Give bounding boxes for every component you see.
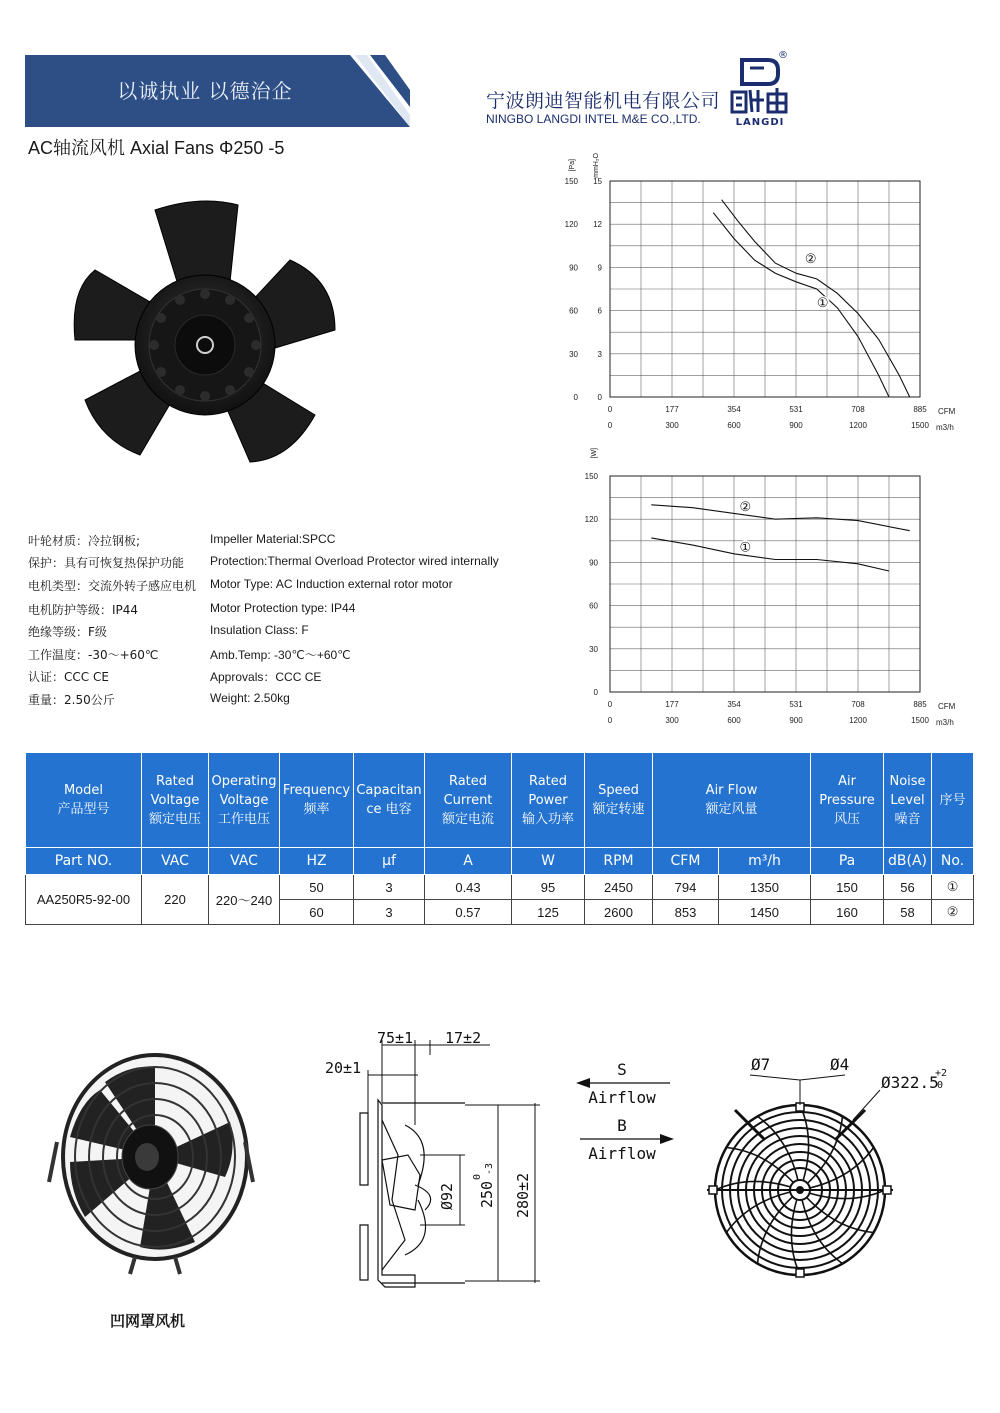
company-name-en: NINGBO LANGDI INTEL M&E CO.,LTD.: [486, 112, 701, 126]
series-label: ①: [739, 539, 752, 555]
col-serial-no: 序号: [932, 753, 974, 848]
cell-noise: 56: [884, 875, 932, 900]
y2-tick-label: 3: [597, 349, 602, 359]
dim-d322-tol-upper: +2: [935, 1068, 948, 1079]
unit-uf: μf: [354, 848, 425, 875]
guard-spoke: [800, 1190, 885, 1199]
y-tick-label: 30: [569, 349, 578, 359]
dim-17-label: 17±2: [445, 1029, 482, 1047]
spec-insulation-en: Insulation Class: F: [210, 623, 309, 637]
wire-guard-fan-image: [45, 1042, 255, 1282]
col-air-pressure: Air Pressure 风压: [811, 753, 884, 848]
y-axis-label-pa: [Pa]: [569, 159, 576, 172]
y-tick-label: 30: [589, 644, 598, 654]
col-rated-voltage: Rated Voltage 额定电压: [142, 753, 209, 848]
cell-current: 0.43: [425, 875, 512, 900]
y-tick-label: 120: [564, 220, 578, 230]
x-tick-label-m3h: 1500: [911, 421, 929, 430]
unit-cfm: CFM: [653, 848, 719, 875]
logo-text: LANGDI: [735, 117, 785, 128]
airflow-b-label: B: [617, 1116, 627, 1135]
y2-tick-label: 12: [593, 220, 602, 230]
cell-m3h: 1450: [719, 900, 811, 925]
spec-protection-cn: 保护：具有可恢复热保护功能: [28, 556, 185, 570]
airflow-direction: [570, 1055, 680, 1165]
mount-hole: [709, 1186, 717, 1194]
fan-product-image: [60, 190, 350, 470]
y-tick-label: 0: [593, 688, 598, 697]
airflow-b-text: Airflow: [588, 1144, 656, 1163]
dim-92-label: Ø92: [438, 1182, 456, 1210]
motor-profile: [382, 1120, 405, 1270]
series-line-1: [651, 538, 889, 571]
spec-weight-en: Weight: 2.50kg: [210, 691, 290, 705]
side-view-drawing: [320, 1025, 560, 1305]
wire-fan-caption: 凹网罩风机: [110, 1312, 186, 1330]
x-tick-label-cfm: 885: [913, 700, 927, 709]
spec-insulation-cn: 绝缘等级：F级: [28, 625, 107, 639]
motor-body: [382, 1155, 420, 1210]
y2-tick-label: 0: [597, 393, 602, 402]
x-tick-label-m3h: 0: [607, 716, 613, 725]
leader-d7: [750, 1075, 800, 1080]
x-unit-cfm: CFM: [938, 702, 956, 711]
col-frequency: Frequency 频率: [280, 753, 354, 848]
col-speed: Speed 额定转速: [585, 753, 653, 848]
cell-pressure: 150: [811, 875, 884, 900]
cell-rated-voltage: 220: [142, 875, 209, 925]
pressure-airflow-chart: [560, 145, 980, 435]
x-tick-label-m3h: 0: [607, 421, 613, 430]
mount-hole: [796, 1269, 804, 1277]
guard-spoke: [791, 1190, 800, 1275]
y2-tick-label: 9: [597, 263, 602, 273]
dim-d4-label: Ø4: [830, 1055, 850, 1074]
x-tick-label-cfm: 0: [607, 700, 613, 709]
cell-frequency: 60: [280, 900, 354, 925]
cell-cfm: 794: [653, 875, 719, 900]
x-tick-label-m3h: 600: [727, 716, 741, 725]
table-unit-row: [26, 848, 974, 875]
series-label: ①: [816, 295, 829, 310]
x-tick-label-m3h: 300: [665, 421, 679, 430]
dim-d322-label: Ø322.5: [881, 1073, 939, 1092]
x-tick-label-m3h: 300: [665, 716, 679, 725]
unit-m3h: m³/h: [719, 848, 811, 875]
x-unit-cfm: CFM: [938, 407, 956, 416]
col-noise-level: Noise Level 噪音: [884, 753, 932, 848]
x-unit-m3h: m3/h: [936, 718, 954, 727]
cell-current: 0.57: [425, 900, 512, 925]
x-tick-label-cfm: 531: [789, 700, 803, 709]
cell-serial: ②: [932, 900, 974, 925]
col-capacitance: Capacitan ce 电容: [354, 753, 425, 848]
unit-part-no: Part NO.: [26, 848, 142, 875]
table-header-row: [26, 753, 974, 848]
unit-vac: VAC: [142, 848, 209, 875]
x-tick-label-cfm: 885: [913, 405, 927, 414]
cell-frequency: 50: [280, 875, 354, 900]
cell-serial: ①: [932, 875, 974, 900]
y2-tick-label: 15: [593, 177, 602, 186]
cell-power: 125: [512, 900, 585, 925]
airflow-s-text: Airflow: [588, 1088, 656, 1107]
unit-no: No.: [932, 848, 974, 875]
x-tick-label-m3h: 1200: [849, 421, 867, 430]
product-title: AC轴流风机 Axial Fans Φ250 -5: [28, 138, 285, 158]
spec-motor-type-cn: 电机类型：交流外转子感应电机: [28, 579, 197, 593]
front-view-drawing: [705, 1050, 965, 1310]
unit-pa: Pa: [811, 848, 884, 875]
series-label: ②: [739, 499, 752, 515]
col-rated-power: Rated Power 输入功率: [512, 753, 585, 848]
spec-impeller-en: Impeller Material:SPCC: [210, 532, 336, 546]
spec-approvals-cn: 认证：CCC CE: [28, 670, 109, 684]
y-axis-label-mmh2o: mmH₂O: [593, 153, 600, 178]
guard-spoke: [715, 1181, 800, 1190]
y-tick-label: 150: [564, 177, 578, 186]
cell-model: AA250R5-92-00: [26, 875, 142, 925]
dim-280-label: 280±2: [514, 1172, 532, 1218]
cell-operating-voltage: 220～240: [209, 875, 280, 925]
cell-capacitance: 3: [354, 875, 425, 900]
y-tick-label: 60: [569, 306, 578, 316]
x-tick-label-m3h: 1200: [849, 716, 867, 725]
x-tick-label-m3h: 1500: [911, 716, 929, 725]
leader-d4: [800, 1075, 845, 1080]
y-tick-label: 0: [573, 393, 578, 402]
dim-75-label: 75±1: [377, 1029, 414, 1047]
unit-a: A: [425, 848, 512, 875]
cell-pressure: 160: [811, 900, 884, 925]
x-tick-label-cfm: 177: [665, 405, 679, 414]
x-tick-label-cfm: 177: [665, 700, 679, 709]
unit-vac: VAC: [209, 848, 280, 875]
arrow-left-icon: [576, 1078, 590, 1088]
series-line-1: [713, 213, 889, 397]
spec-weight-cn: 重量：2.50公斤: [28, 693, 115, 707]
series-label: ②: [804, 250, 817, 266]
guard-clip: [360, 1113, 368, 1280]
leader-d322: [853, 1090, 880, 1120]
y-tick-label: 90: [569, 263, 578, 273]
spec-impeller-cn: 叶轮材质：冷拉钢板;: [28, 534, 141, 548]
series-line-2: [651, 505, 909, 531]
spec-temperature-en: Amb.Temp: -30℃～+60℃: [210, 648, 351, 662]
company-name-cn: 宁波朗迪智能机电有限公司: [486, 90, 721, 112]
x-tick-label-m3h: 900: [789, 716, 803, 725]
x-tick-label-cfm: 708: [851, 700, 865, 709]
x-tick-label-cfm: 531: [789, 405, 803, 414]
col-operating-voltage: Operating Voltage 工作电压: [209, 753, 280, 848]
spec-temperature-cn: 工作温度：-30～+60℃: [28, 648, 159, 662]
x-tick-label-m3h: 900: [789, 421, 803, 430]
unit-dba: dB(A): [884, 848, 932, 875]
y2-tick-label: 6: [597, 306, 602, 316]
cell-m3h: 1350: [719, 875, 811, 900]
x-tick-label-cfm: 354: [727, 700, 741, 709]
cell-speed: 2600: [585, 900, 653, 925]
x-tick-label-cfm: 354: [727, 405, 741, 414]
spec-motor-protection-cn: 电机防护等级：IP44: [28, 603, 139, 617]
x-unit-m3h: m3/h: [936, 423, 954, 432]
spec-motor-protection-en: Motor Protection type: IP44: [210, 601, 356, 615]
spec-protection-en: Protection:Thermal Overload Protector wired internally: [210, 554, 499, 568]
airflow-s-label: S: [617, 1060, 627, 1079]
y-tick-label: 60: [589, 601, 598, 611]
dim-d322-tol-lower: 0: [937, 1080, 944, 1091]
col-model: Model 产品型号: [26, 753, 142, 848]
cell-power: 95: [512, 875, 585, 900]
spec-table: [25, 752, 974, 925]
cell-capacitance: 3: [354, 900, 425, 925]
guard-spoke: [800, 1105, 809, 1190]
y-axis-label-w: [W]: [591, 448, 598, 459]
y-tick-label: 120: [584, 515, 598, 525]
table-row: [26, 875, 974, 900]
y-tick-label: 150: [584, 472, 598, 481]
dim-250-tol-upper: 0: [472, 1173, 483, 1180]
y-tick-label: 90: [589, 558, 598, 568]
dim-d7-label: Ø7: [751, 1055, 771, 1074]
x-tick-label-m3h: 600: [727, 421, 741, 430]
cell-cfm: 853: [653, 900, 719, 925]
arrow-right-icon: [660, 1134, 674, 1144]
cell-speed: 2450: [585, 875, 653, 900]
mount-hole: [883, 1186, 891, 1194]
series-line-2: [722, 200, 910, 397]
spec-approvals-en: Approvals：CCC CE: [210, 670, 322, 684]
registered-mark: ®: [778, 50, 788, 61]
col-air-flow: Air Flow 额定风量: [653, 753, 811, 848]
spec-motor-type-en: Motor Type: AC Induction external rotor motor: [210, 577, 453, 591]
cell-noise: 58: [884, 900, 932, 925]
slogan: 以诚执业 以德治企: [117, 79, 293, 103]
dim-250-tol-lower: -3: [484, 1162, 495, 1175]
col-rated-current: Rated Current 额定电流: [425, 753, 512, 848]
x-tick-label-cfm: 708: [851, 405, 865, 414]
dim-20-label: 20±1: [325, 1059, 362, 1077]
unit-w: W: [512, 848, 585, 875]
x-tick-label-cfm: 0: [607, 405, 613, 414]
unit-rpm: RPM: [585, 848, 653, 875]
unit-hz: HZ: [280, 848, 354, 875]
power-airflow-chart: [560, 440, 980, 730]
dim-250-label: 250: [478, 1180, 496, 1208]
